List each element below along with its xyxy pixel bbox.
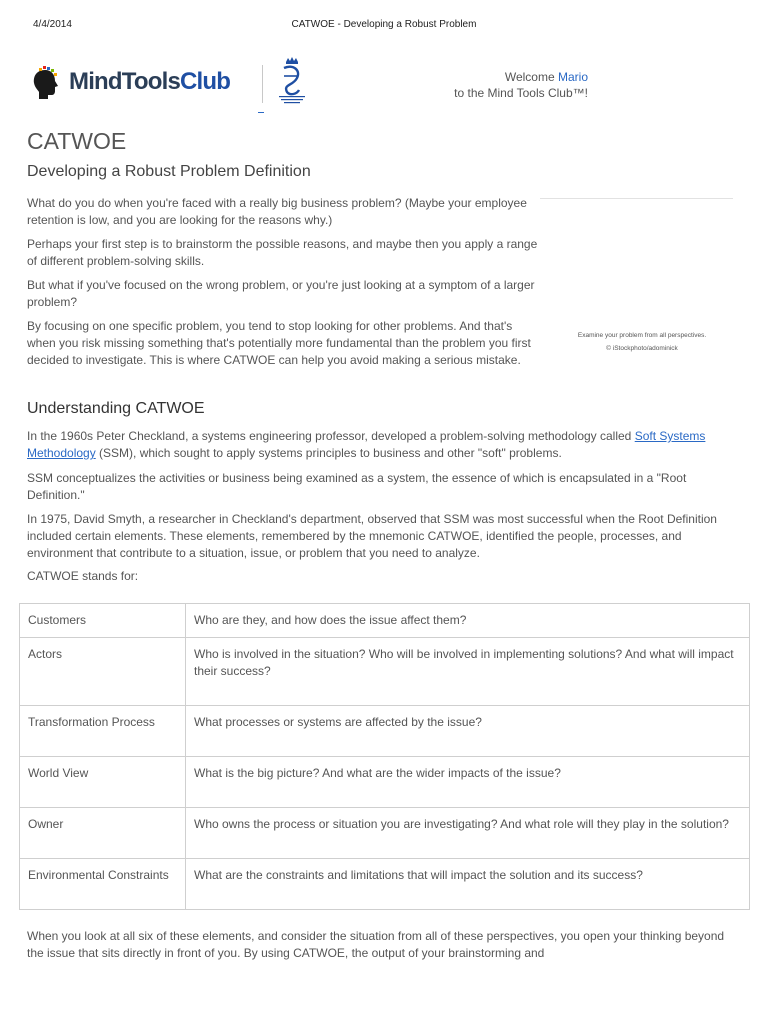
table-term: World View bbox=[20, 757, 186, 808]
table-description: What are the constraints and limitations that will impact the solution and its success? bbox=[186, 859, 750, 910]
logo-wordmark-main: MindTools bbox=[69, 68, 180, 95]
page-subtitle: Developing a Robust Problem Definition bbox=[27, 163, 311, 180]
body-paragraph-1-start: In the 1960s Peter Checkland, a systems engineering professor, developed a problem-solving methodology called bbox=[27, 429, 635, 443]
image-credit: © iStockphoto/adominick bbox=[606, 345, 678, 352]
body-paragraph-3: In 1975, David Smyth, a researcher in Checkland's department, observed that SSM was most successful when the Root Definition included certain elements. These elements, remembered by the mnemonic CATWOE, identified the people, processes, and environment that contribute to a situation, issue, or problem that you need to analyze. bbox=[27, 512, 717, 560]
closing-paragraph: When you look at all six of these elements, and consider the situation from all of these perspectives, you open your thinking beyond the issue that sits directly in front of you. By using CATWOE, the output of your brainstorming and bbox=[27, 929, 725, 960]
intro-paragraph-2: Perhaps your first step is to brainstorm the possible reasons, and maybe then you apply a range of different problem-solving skills. bbox=[27, 237, 538, 268]
table-row bbox=[20, 859, 750, 910]
table-term: Owner bbox=[20, 808, 186, 859]
image-caption: Examine your problem from all perspectives. bbox=[577, 332, 707, 339]
intro-paragraph-4: By focusing on one specific problem, you tend to stop looking for other problems. And that's when you risk missing something that's potentially more fundamental than the problem you first decided to investigate. This is where CATWOE can help you avoid making a serious mistake. bbox=[27, 319, 531, 367]
logo-wordmark bbox=[69, 68, 230, 96]
head-logo-icon bbox=[31, 66, 61, 100]
table-description: Who are they, and how does the issue affect them? bbox=[186, 604, 750, 638]
welcome-message bbox=[454, 69, 588, 101]
table-term: Actors bbox=[20, 638, 186, 706]
username-link[interactable]: Mario bbox=[557, 70, 588, 84]
table-description: What is the big picture? And what are the wider impacts of the issue? bbox=[186, 757, 750, 808]
print-title: CATWOE - Developing a Robust Problem bbox=[291, 19, 477, 30]
table-row bbox=[20, 638, 750, 706]
table-row bbox=[20, 604, 750, 638]
print-header bbox=[0, 19, 768, 33]
page-title: CATWOE bbox=[27, 128, 127, 154]
catwoe-table bbox=[19, 603, 750, 910]
table-term: Transformation Process bbox=[20, 706, 186, 757]
queens-award-emblem-icon bbox=[275, 56, 309, 108]
welcome-greeting: Welcome bbox=[504, 70, 555, 84]
body-paragraph-4: CATWOE stands for: bbox=[27, 569, 139, 583]
table-description: Who owns the process or situation you are investigating? And what role will they play in the solution? bbox=[186, 808, 750, 859]
table-description: Who is involved in the situation? Who will be involved in implementing solutions? And what will impact their success? bbox=[186, 638, 750, 706]
table-row bbox=[20, 706, 750, 757]
image-top-rule bbox=[540, 198, 733, 199]
welcome-line-2: to the Mind Tools Club™! bbox=[454, 86, 588, 100]
mindtools-club-logo[interactable] bbox=[31, 62, 321, 112]
table-description: What processes or systems are affected by the issue? bbox=[186, 706, 750, 757]
welcome-line-1 bbox=[454, 69, 588, 85]
body-paragraph-1 bbox=[27, 428, 742, 462]
body-paragraph-2: SSM conceptualizes the activities or business being examined as a system, the essence of which is encapsulated in a "Root Definition." bbox=[27, 471, 687, 502]
logo-wordmark-club: Club bbox=[180, 68, 231, 95]
table-term: Environmental Constraints bbox=[20, 859, 186, 910]
table-row bbox=[20, 808, 750, 859]
logo-divider bbox=[262, 65, 263, 103]
logo-link-underline bbox=[258, 112, 264, 113]
print-date: 4/4/2014 bbox=[33, 19, 72, 30]
table-row bbox=[20, 757, 750, 808]
soft-systems-methodology-link[interactable]: Soft Systems Methodology bbox=[27, 429, 706, 460]
section-heading: Understanding CATWOE bbox=[27, 400, 205, 417]
body-paragraph-1-end: (SSM), which sought to apply systems principles to business and other "soft" problems. bbox=[95, 446, 562, 460]
intro-paragraph-3: But what if you've focused on the wrong problem, or you're just looking at a symptom of a larger problem? bbox=[27, 278, 535, 309]
intro-paragraph-1: What do you do when you're faced with a really big business problem? (Maybe your employee retention is low, and you are looking for the reasons why.) bbox=[27, 196, 527, 227]
table-term: Customers bbox=[20, 604, 186, 638]
